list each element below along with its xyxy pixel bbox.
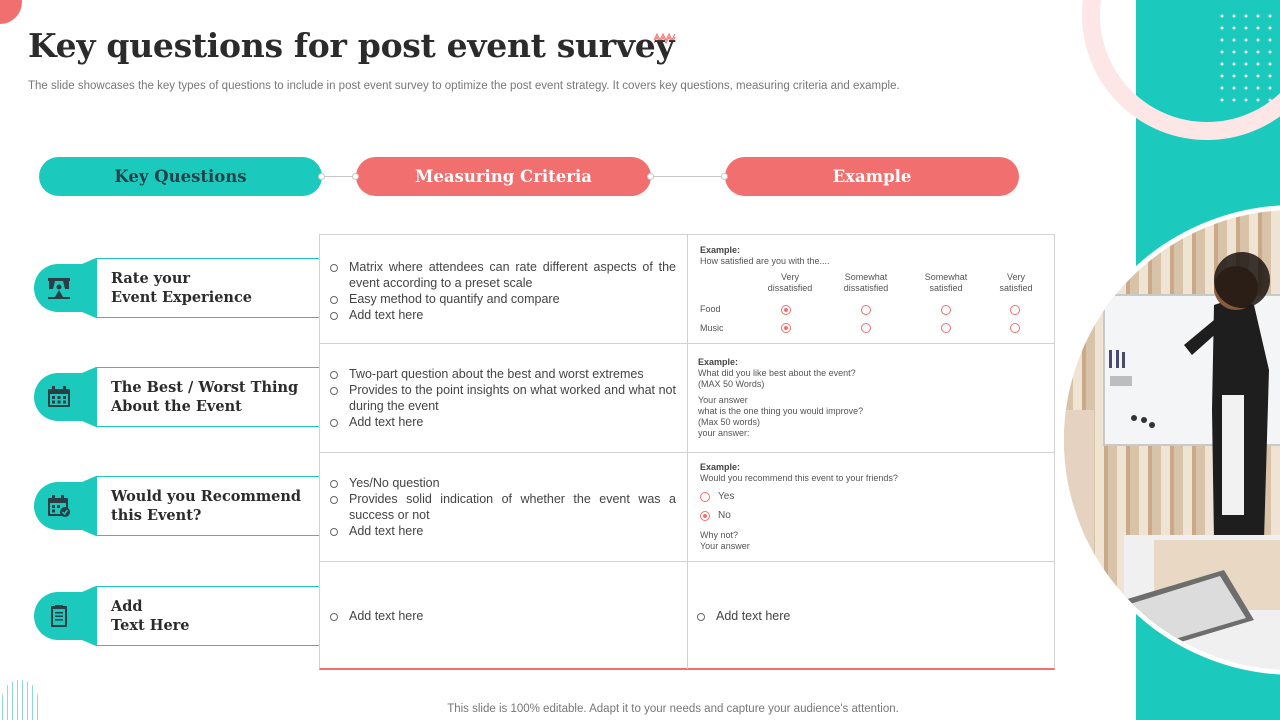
page-subtitle: The slide showcases the key types of questions to include in post event survey to optimize the post event strategy. It covers key questions, measuring criteria and example. bbox=[28, 80, 900, 92]
example-list bbox=[697, 608, 1043, 624]
best-worst-example bbox=[698, 357, 1048, 439]
question-label-box bbox=[96, 258, 320, 318]
row-tab bbox=[82, 258, 96, 318]
question-label-box bbox=[96, 367, 320, 427]
criteria-item: Add text here bbox=[330, 414, 676, 430]
radio-button[interactable] bbox=[861, 305, 871, 315]
example-item: Add text here bbox=[697, 608, 1043, 624]
question-label-box bbox=[96, 476, 320, 536]
radio-button[interactable] bbox=[1010, 305, 1020, 315]
connector-dot bbox=[318, 173, 325, 180]
column-header-key-questions: Key Questions bbox=[39, 157, 322, 196]
example-limit: (MAX 50 Words) bbox=[698, 379, 765, 389]
radio-button[interactable] bbox=[1010, 323, 1020, 333]
question-label: The Best / Worst Thing About the Event bbox=[111, 379, 299, 415]
option-label: Yes bbox=[718, 491, 735, 502]
calendar-icon bbox=[34, 373, 84, 421]
calendar-check-icon bbox=[34, 482, 84, 530]
page-title: Key questions for post event survey bbox=[28, 26, 675, 65]
column-header-measuring-criteria: Measuring Criteria bbox=[356, 157, 651, 196]
criteria-list bbox=[330, 608, 676, 624]
question-row-recommend bbox=[34, 476, 320, 536]
criteria-item: Add text here bbox=[330, 307, 676, 323]
criteria-example-table bbox=[319, 234, 1055, 670]
row-divider bbox=[320, 343, 1054, 344]
header-connector bbox=[651, 176, 725, 177]
connector-dot bbox=[721, 173, 728, 180]
criteria-item: Add text here bbox=[330, 523, 676, 539]
question-label: Would you Recommend this Event? bbox=[111, 488, 302, 524]
column-header-example: Example bbox=[725, 157, 1019, 196]
criteria-list bbox=[330, 366, 676, 430]
answer-field[interactable]: Your answer bbox=[698, 395, 748, 405]
criteria-item: Yes/No question bbox=[330, 475, 676, 491]
answer-field[interactable]: your answer: bbox=[698, 428, 750, 438]
example-limit: (Max 50 words) bbox=[698, 417, 761, 427]
row-divider bbox=[320, 561, 1054, 562]
question-label: Rate your Event Experience bbox=[111, 270, 253, 306]
radio-button-no[interactable] bbox=[700, 511, 710, 521]
criteria-item: Matrix where attendees can rate different aspects of the event according to a preset scale bbox=[330, 259, 676, 291]
radio-button[interactable] bbox=[781, 305, 791, 315]
criteria-item: Add text here bbox=[330, 608, 676, 624]
example-question: Would you recommend this event to your friends? bbox=[700, 473, 898, 483]
criteria-item: Provides solid indication of whether the event was a success or not bbox=[330, 491, 676, 523]
question-row-best-worst bbox=[34, 367, 320, 427]
criteria-list bbox=[330, 259, 676, 323]
question-row-add-text bbox=[34, 586, 320, 646]
rating-example bbox=[700, 245, 1050, 267]
clipboard-icon bbox=[34, 592, 84, 640]
scale-label: Somewhat satisfied bbox=[924, 272, 968, 293]
example-question: How satisfied are you with the.... bbox=[700, 256, 830, 266]
radio-button[interactable] bbox=[861, 323, 871, 333]
presenter-photo bbox=[1059, 205, 1280, 675]
recommend-example bbox=[700, 462, 1050, 484]
footer-note: This slide is 100% editable. Adapt it to your needs and capture your audience's attention. bbox=[447, 703, 899, 715]
example-heading: Example: bbox=[698, 357, 739, 367]
stage-icon bbox=[34, 264, 84, 312]
criteria-item: Easy method to quantify and compare bbox=[330, 291, 676, 307]
row-tab bbox=[82, 476, 96, 536]
rating-item-label: Food bbox=[700, 304, 721, 314]
question-row-rate-experience bbox=[34, 258, 320, 318]
radio-button[interactable] bbox=[941, 323, 951, 333]
radio-button-yes[interactable] bbox=[700, 492, 710, 502]
scale-label: Very dissatisfied bbox=[767, 272, 813, 293]
row-tab bbox=[82, 367, 96, 427]
example-question: what is the one thing you would improve? bbox=[698, 406, 864, 416]
connector-dot bbox=[647, 173, 654, 180]
example-heading: Example: bbox=[700, 462, 741, 472]
option-label: No bbox=[718, 510, 731, 521]
answer-field[interactable]: Your answer bbox=[700, 541, 750, 551]
dot-grid-decoration bbox=[1216, 10, 1280, 110]
row-divider bbox=[320, 452, 1054, 453]
example-question: What did you like best about the event? bbox=[698, 368, 856, 378]
connector-dot bbox=[352, 173, 359, 180]
rating-item-label: Music bbox=[700, 323, 724, 333]
scale-label: Very satisfied bbox=[999, 272, 1033, 293]
radio-button[interactable] bbox=[781, 323, 791, 333]
example-heading: Example: bbox=[700, 245, 741, 255]
followup-question: Why not? bbox=[700, 530, 739, 540]
criteria-item: Two-part question about the best and worst extremes bbox=[330, 366, 676, 382]
header-connector bbox=[322, 176, 356, 177]
question-label-box bbox=[96, 586, 320, 646]
radio-button[interactable] bbox=[941, 305, 951, 315]
criteria-item: Provides to the point insights on what worked and what not during the event bbox=[330, 382, 676, 414]
scale-label: Somewhat dissatisfied bbox=[843, 272, 889, 293]
row-tab bbox=[82, 586, 96, 646]
criteria-list bbox=[330, 475, 676, 539]
question-label: Add Text Here bbox=[111, 598, 190, 634]
corner-dot-decoration bbox=[0, 0, 22, 24]
